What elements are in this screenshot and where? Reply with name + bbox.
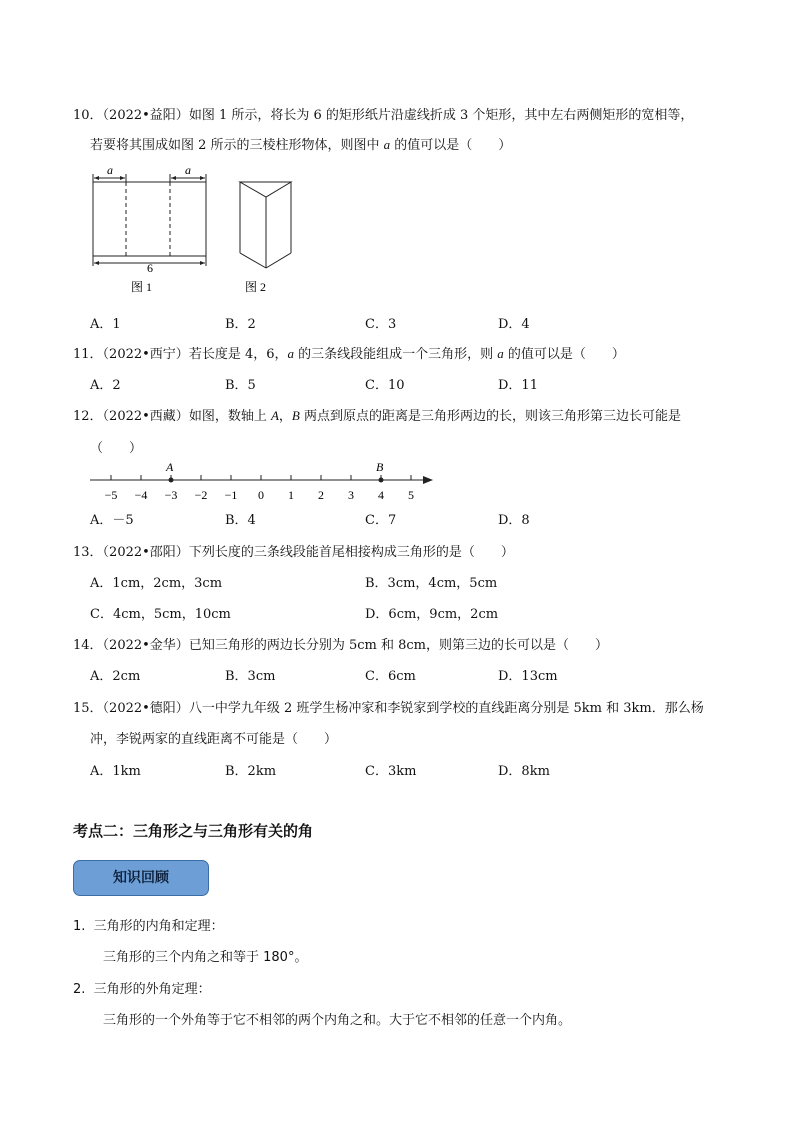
q13-stem: 13．（2022•邵阳）下列长度的三条线段能首尾相接构成三角形的是（ ） — [73, 545, 514, 560]
q15-option-c[interactable]: C．3km — [365, 764, 417, 779]
q13-option-a[interactable]: A．1cm，2cm，3cm — [90, 576, 223, 591]
q12-option-c[interactable]: C．7 — [365, 513, 397, 528]
tick-label: −4 — [134, 488, 148, 502]
tick-label: 4 — [378, 488, 384, 502]
q15-option-b[interactable]: B．2km — [225, 764, 277, 779]
tick-label: 2 — [318, 488, 324, 502]
tick-label: −3 — [164, 488, 178, 502]
point-b — [379, 478, 384, 483]
q10-option-d[interactable]: D．4 — [498, 317, 530, 332]
q10-line1: 10．（2022•益阳）如图 1 所示，将长为 6 的矩形纸片沿虚线折成 3 个矩形，其中左右两侧矩形的宽相等， — [73, 108, 694, 123]
q13-option-d[interactable]: D．6cm，9cm，2cm — [365, 607, 499, 622]
q11-option-d[interactable]: D．11 — [498, 378, 538, 393]
tick-label: −1 — [224, 488, 238, 502]
q11-stem: 11．（2022•西宁）若长度是 4，6，a 的三条线段能组成一个三角形，则 a 的值可以是（ ） — [73, 346, 625, 362]
q12-option-d[interactable]: D．8 — [498, 513, 530, 528]
q13-option-b[interactable]: B．3cm，4cm，5cm — [365, 576, 498, 591]
q12-number-line — [85, 456, 445, 506]
point-a — [169, 478, 174, 483]
q10-line2: 若要将其围成如图 2 所示的三棱柱形物体，则图中 a 的值可以是（ ） — [90, 137, 512, 153]
q14-stem: 14．（2022•金华）已知三角形的两边长分别为 5cm 和 8cm，则第三边的长可以是（ ） — [73, 638, 608, 653]
tick-label: −2 — [194, 488, 208, 502]
tick-label: 1 — [288, 488, 294, 502]
fig1-rectangle — [93, 182, 206, 256]
q14-option-c[interactable]: C．6cm — [365, 669, 416, 684]
tick-label: −5 — [104, 488, 118, 502]
q14-option-d[interactable]: D．13cm — [498, 669, 558, 684]
fig1-length: 6 — [147, 261, 153, 275]
fig1-a-right: a — [185, 163, 191, 177]
fig2-label: 图 2 — [245, 280, 267, 294]
review-item-1-body: 三角形的三个内角之和等于 180°。 — [103, 950, 308, 965]
q15-option-d[interactable]: D．8km — [498, 764, 550, 779]
q10-figures — [85, 160, 305, 300]
q15-option-a[interactable]: A．1km — [90, 764, 141, 779]
q11-option-a[interactable]: A．2 — [90, 378, 121, 393]
q10-option-c[interactable]: C．3 — [365, 317, 397, 332]
q14-option-b[interactable]: B．3cm — [225, 669, 276, 684]
review-item-2-body: 三角形的一个外角等于它不相邻的两个内角之和。大于它不相邻的任意一个内角。 — [103, 1013, 572, 1028]
q12-option-b[interactable]: B．4 — [225, 513, 256, 528]
q14-option-a[interactable]: A．2cm — [90, 669, 141, 684]
point-a-label: A — [166, 460, 174, 474]
q11-option-b[interactable]: B．5 — [225, 378, 256, 393]
review-item-1-title: 1. 三角形的内角和定理： — [73, 919, 224, 934]
point-b-label: B — [376, 460, 384, 474]
q12-stem-line2: （ ） — [90, 441, 143, 456]
section-heading: 考点二：三角形之与三角形有关的角 — [73, 822, 314, 840]
q11-option-c[interactable]: C．10 — [365, 378, 405, 393]
knowledge-review-button[interactable]: 知识回顾 — [73, 860, 209, 896]
tick-label: 3 — [348, 488, 354, 502]
q12-option-a[interactable]: A．－5 — [90, 513, 134, 528]
q10-option-b[interactable]: B．2 — [225, 317, 256, 332]
review-item-2-title: 2. 三角形的外角定理： — [73, 982, 211, 997]
tick-label: 0 — [258, 488, 264, 502]
q13-option-c[interactable]: C．4cm，5cm，10cm — [90, 607, 231, 622]
q15-line2: 冲，李锐两家的直线距离不可能是（ ） — [90, 732, 338, 747]
q12-stem: 12．（2022•西藏）如图，数轴上 A，B 两点到原点的距离是三角形两边的长，则该三角形第三边长可能是 — [73, 408, 682, 424]
tick-label: 5 — [408, 488, 414, 502]
fig1-label: 图 1 — [131, 280, 153, 294]
fig1-a-left: a — [107, 163, 113, 177]
q15-line1: 15．（2022•德阳）八一中学九年级 2 班学生杨冲家和李锐家到学校的直线距离分别是 5km 和 3km．那么杨 — [73, 701, 704, 716]
q10-option-a[interactable]: A．1 — [90, 317, 121, 332]
